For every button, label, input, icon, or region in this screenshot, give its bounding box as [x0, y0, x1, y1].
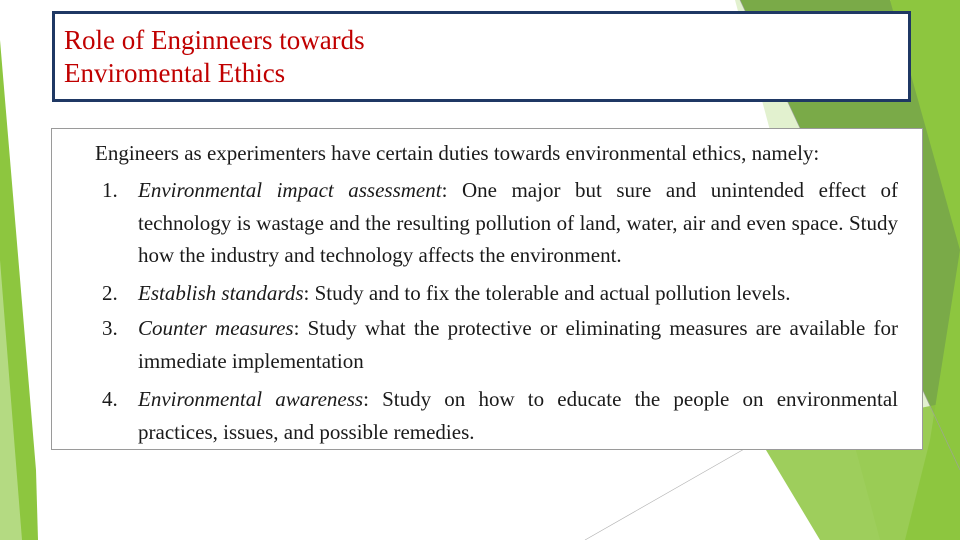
- list-item-term: Counter measures: [138, 316, 294, 340]
- list-item-text: : Study and to fix the tolerable and actual pollution levels.: [303, 281, 791, 305]
- list-item-body: [138, 312, 898, 377]
- list-item-term: Environmental awareness: [138, 387, 364, 411]
- list-item-text: : Study what the protective or eliminating measures are available for immediate implementation: [138, 316, 898, 373]
- title-line-2: Enviromental Ethics: [64, 58, 286, 88]
- title-line-1: Role of Enginneers towards: [64, 25, 365, 55]
- intro-text: Engineers as experimenters have certain duties towards environmental ethics, namely:: [95, 141, 820, 165]
- list-item-term: Establish standards: [138, 281, 304, 305]
- list-number: 4.: [102, 387, 118, 411]
- list-item-body: [138, 277, 898, 310]
- title-box: [52, 11, 911, 102]
- list-number: 3.: [102, 316, 118, 340]
- content-box: [51, 128, 923, 450]
- list-item-term: Environmental impact assessment: [138, 178, 442, 202]
- list-item-body: [138, 174, 898, 272]
- list-number: 1.: [102, 178, 118, 202]
- list-item-text: : Study on how to educate the people on environmental practices, issues, and possible remedies.: [138, 387, 899, 444]
- list-item-body: [138, 383, 898, 448]
- list-item-text: : One major but sure and unintended effect of technology is wastage and the resulting pollution of land, water, air and even space. Study how the industry and technology affects the environment.: [138, 178, 898, 267]
- decor-line: [585, 440, 760, 540]
- list-number: 2.: [102, 281, 118, 305]
